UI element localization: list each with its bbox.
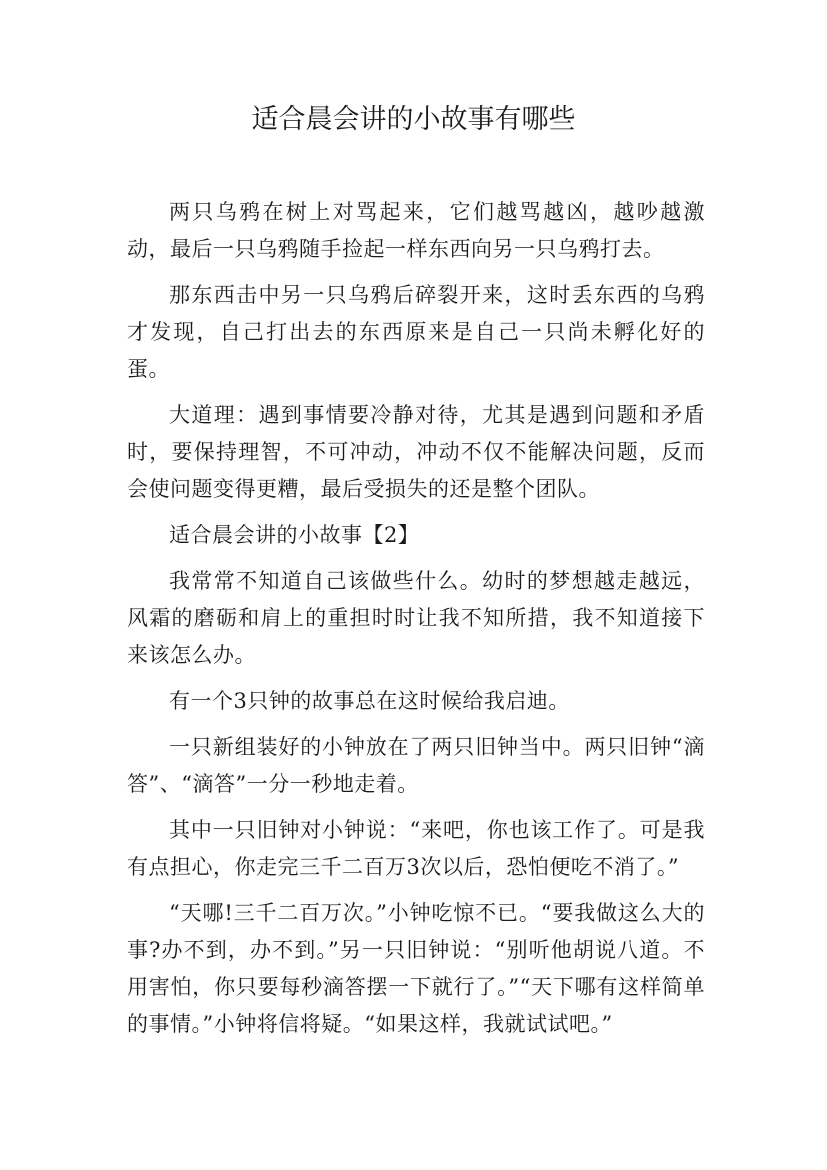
document-body	[127, 194, 705, 1052]
paragraph-egg-revealed: 那东西击中另一只乌鸦后碎裂开来，这时丢东西的乌鸦才发现，自己打出去的东西原来是自己一只尚未孵化好的蛋。	[127, 283, 705, 381]
section-heading-story-2: 适合晨会讲的小故事【2】	[169, 523, 420, 547]
paragraph-small-clock-reply: “天哪!三千二百万次。”小钟吃惊不已。“要我做这么大的事?办不到，办不到。”另一只旧钟说：“别听他胡说八道。不用害怕，你只要每秒滴答摆一下就行了。”“天下哪有这样简单的事情。”小钟将信将疑。“如果这样，我就试试吧。”	[127, 901, 705, 1036]
paragraph-old-clock-speaks: 其中一只旧钟对小钟说：“来吧，你也该工作了。可是我有点担心，你走完三千二百万3次以后，恐怕便吃不消了。”	[127, 818, 705, 879]
paragraph-crows-quarrel: 两只乌鸦在树上对骂起来，它们越骂越凶，越吵越激动，最后一只乌鸦随手捡起一样东西向另一只乌鸦打去。	[127, 200, 705, 261]
paragraph-moral: 大道理：遇到事情要冷静对待，尤其是遇到问题和矛盾时，要保持理智，不可冲动，冲动不仅不能解决问题，反而会使问题变得更糟，最后受损失的还是整个团队。	[127, 403, 705, 501]
page-title: 适合晨会讲的小故事有哪些	[251, 104, 576, 135]
paragraph-new-clock: 一只新组装好的小钟放在了两只旧钟当中。两只旧钟“滴答”、“滴答”一分一秒地走着。	[127, 735, 705, 796]
paragraph-three-clocks-intro: 有一个3只钟的故事总在这时候给我启迪。	[169, 689, 570, 713]
paragraph-uncertainty: 我常常不知道自己该做些什么。幼时的梦想越走越远，风霜的磨砺和肩上的重担时时让我不知所措，我不知道接下来该怎么办。	[127, 569, 705, 667]
